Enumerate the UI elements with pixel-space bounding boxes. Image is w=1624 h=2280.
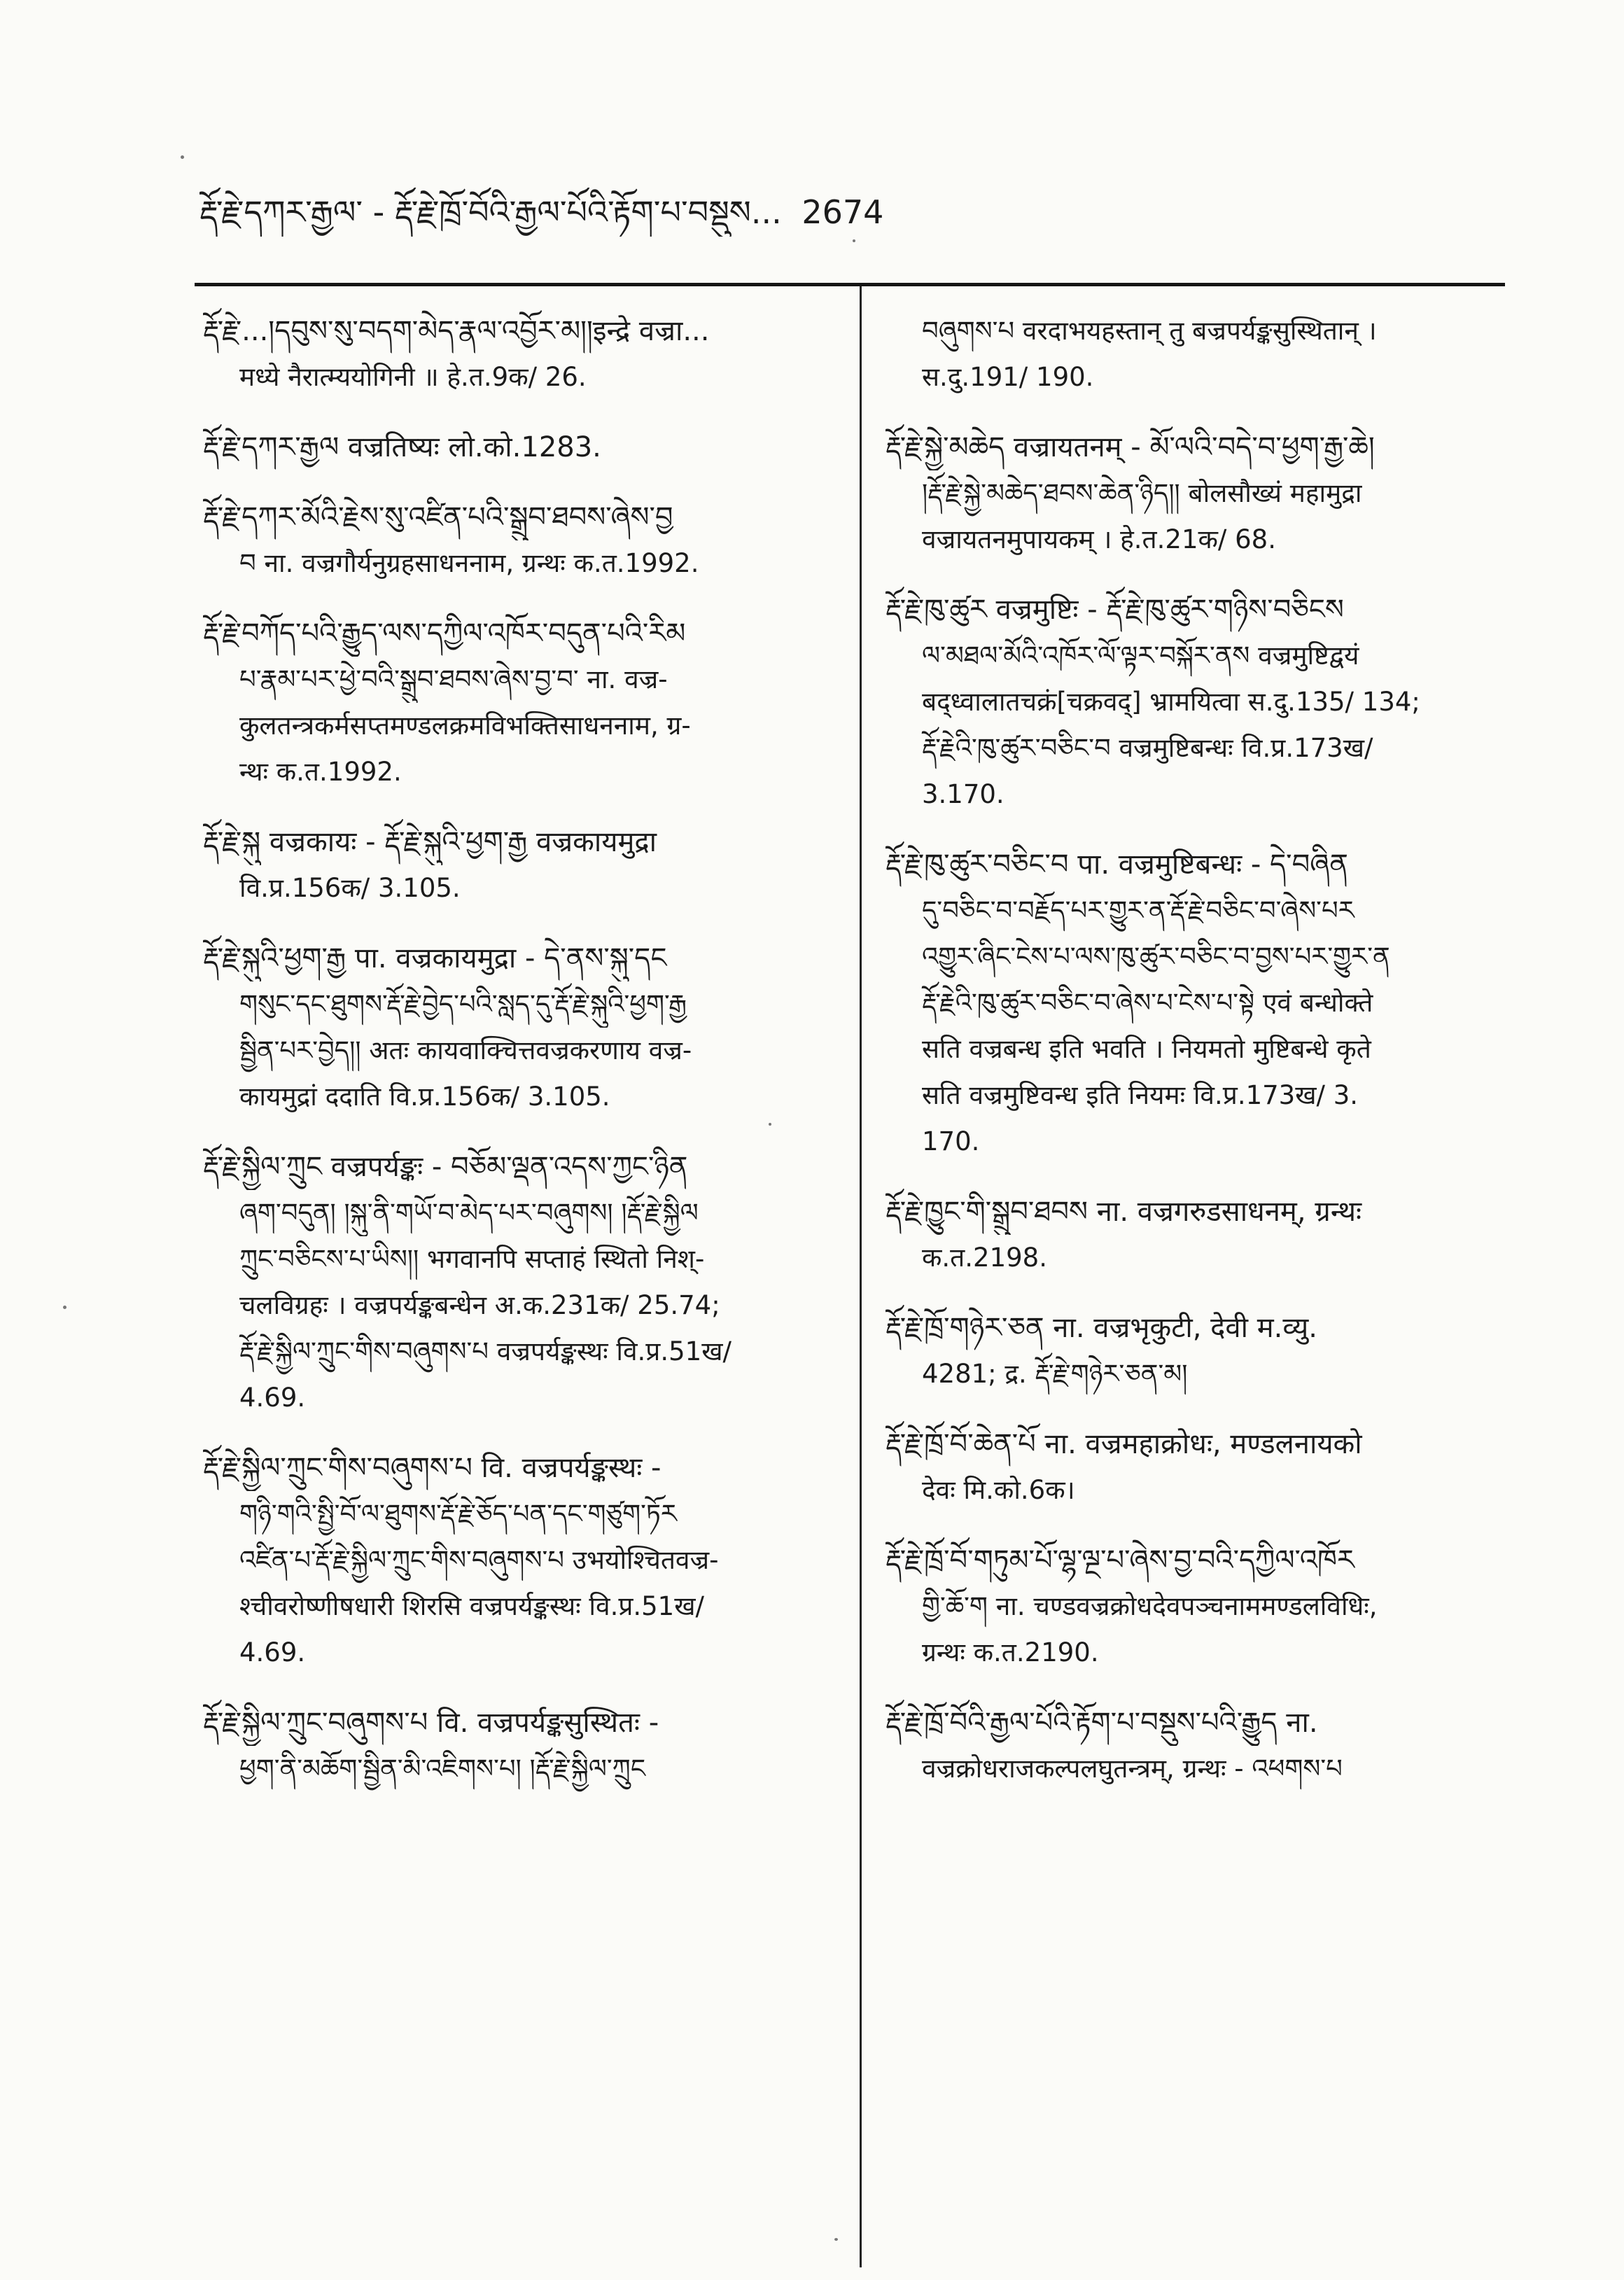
entry-text-line: དུ་བཅིང་བ་བརྗོད་པར་གྱུར་ན་རྡོ་རྗེ་བཅིང་བ་ཞེས་པར xyxy=(922,895,1354,925)
entry-text-line: པ་རྣམ་པར་ཕྱེ་བའི་སྒྲུབ་ཐབས་ཞེས་བྱ་བ་ ना. वज्र- xyxy=(239,664,668,694)
entry-text-line: चलविग्रहः । वज्रपर्यङ्कबन्धेन अ.क.231क/ 25.74; xyxy=(239,1290,720,1320)
running-header-title: རྡོ་རྗེ་དཀར་རྒྱལ་ - རྡོ་རྗེ་ཁྲོ་བོའི་རྒྱལ་པོའི་རྟོག་པ་བསྡུས... xyxy=(200,193,782,231)
scan-speck xyxy=(63,1306,66,1309)
entry-text-line: 3.170. xyxy=(922,779,1004,809)
entry-headword-line: རྡོ་རྗེ་སྐུ वज्रकायः - རྡོ་རྗེ་སྐུའི་ཕྱག་རྒྱ वज्रकायमुद्रा xyxy=(203,826,657,858)
dictionary-entry xyxy=(203,1700,833,1792)
page-number: 2674 xyxy=(802,193,884,231)
dictionary-entry xyxy=(886,1189,1502,1281)
entry-headword-line: རྡོ་རྗེ་སྐྱིལ་ཀྲུང वज्रपर्यङ्कः - བཅོམ་ལྡན་འདས་ཀྱང་ཉིན xyxy=(203,1151,688,1183)
entry-text-line: ཞག་བདུན། །སྐུ་ནི་གཡོ་བ་མེད་པར་བཞུགས། །རྡོ་རྗེ་སྐྱིལ xyxy=(239,1198,699,1228)
entry-text-line: श्चीवरोष्णीषधारी शिरसि वज्रपर्यङ्कस्थः वि.प्र.51ख/ xyxy=(239,1591,704,1621)
entry-text-line: सति वज्रबन्ध इति भवति । नियमतो मुष्टिबन्धे कृते xyxy=(922,1034,1371,1064)
entry-headword-line: རྡོ་རྗེ་ཁྱུང་གི་སྒྲུབ་ཐབས ना. वज्रगरुडसाधनम्, ग्रन्थः xyxy=(886,1196,1362,1228)
entry-headword-line: རྡོ་རྗེ་ཁྲོ་བོ་གཏུམ་པོ་ལྷ་ལྔ་པ་ཞེས་བྱ་བའི་དཀྱིལ་འཁོར xyxy=(886,1544,1354,1576)
running-header xyxy=(200,188,1508,237)
entry-text-line: वज्रायतनमुपायकम् । हे.त.21क/ 68. xyxy=(922,524,1276,554)
entry-text-line: 4281; द्र. རྡོ་རྗེ་གཉེར་ཅན་མ། xyxy=(922,1359,1188,1389)
entry-headword-line: རྡོ་རྗེ་ཁྲོ་བོའི་རྒྱལ་པོའི་རྟོག་པ་བསྡུས་པའི་རྒྱུད ना. xyxy=(886,1707,1318,1739)
entry-text-line: གྱི་ཆོ་ག ना. चण्डवज्रक्रोधदेवपञ्चनाममण्डलविधिः, xyxy=(922,1591,1378,1621)
entry-text-line: बद्ध्वालातचक्रं[चक्रवद्] भ्रामयित्वा स.दु.135/ 134; xyxy=(922,687,1420,717)
entry-headword-line: རྡོ་རྗེ་དཀར་མོའི་རྗེས་སུ་འཛིན་པའི་སྒྲུབ་ཐབས་ཞེས་བྱ xyxy=(203,501,673,533)
scan-speck xyxy=(769,1123,771,1126)
entry-text-line: རྡོ་རྗེ་སྐྱིལ་ཀྲུང་གིས་བཞུགས་པ वज्रपर्यङ्कस्थः वि.प्र.51ख/ xyxy=(239,1336,732,1366)
entry-text-line: 170. xyxy=(922,1126,980,1156)
dictionary-entry xyxy=(886,424,1502,563)
dictionary-entry xyxy=(203,819,833,911)
entry-text-line: འགྱུར་ཞིང་ངེས་པ་ལས་ཁུ་ཚུར་བཅིང་བ་བྱས་པར་གྱུར་ན xyxy=(922,942,1390,972)
entry-text-line: །རྡོ་རྗེ་སྐྱེ་མཆེད་ཐབས་ཆེན་ཉིད།། बोलसौख्यं महामुद्रा xyxy=(922,478,1362,508)
dictionary-entry xyxy=(886,1421,1502,1513)
entry-text-line: རྡོ་རྗེའི་ཁུ་ཚུར་བཅིང་བ वज्रमुष्टिबन्धः वि.प्र.173ख/ xyxy=(922,733,1373,763)
entry-text-line: སྦྱིན་པར་བྱེད།། अतः कायवाक्चित्तवज्रकरणाय वज्र- xyxy=(239,1035,692,1065)
dictionary-entry xyxy=(886,1700,1502,1792)
entry-text-line: ग्रन्थः क.त.2190. xyxy=(922,1637,1099,1667)
entry-text-line: གཉི་གའི་སྤྱི་བོ་ལ་ཐུགས་རྡོ་རྗེ་ཅོད་པན་དང་གཙུག་ཏོར xyxy=(239,1499,677,1529)
dictionary-entry xyxy=(203,935,833,1120)
entry-text-line: वि.प्र.156क/ 3.105. xyxy=(239,873,461,903)
entry-text-line: 4.69. xyxy=(239,1637,306,1667)
scan-speck xyxy=(853,239,855,242)
entry-text-line: स.दु.191/ 190. xyxy=(922,362,1094,392)
dictionary-entry xyxy=(886,841,1502,1165)
dictionary-entry xyxy=(203,610,833,795)
entry-text-line: གསུང་དང་ཐུགས་རྡོ་རྗེ་བྱེད་པའི་སླད་དུ་རྡོ་རྗེ་སྐུའི་ཕྱག་རྒྱ xyxy=(239,989,687,1019)
entry-headword-line: རྡོ་རྗེ་དཀར་རྒྱལ वज्रतिष्यः लो.को.1283. xyxy=(203,431,601,463)
entry-headword-line: རྡོ་རྗེ་བཀོད་པའི་རྒྱུད་ལས་དཀྱིལ་འཁོར་བདུན་པའི་རིམ xyxy=(203,617,686,650)
dictionary-entry xyxy=(886,308,1502,400)
entry-text-line: मध्ये नैरात्म्ययोगिनी ॥ हे.त.9क/ 26. xyxy=(239,362,587,392)
entry-text-line: देवः मि.को.6क। xyxy=(922,1475,1075,1505)
entry-text-line: कुलतन्त्रकर्मसप्तमण्डलक्रमविभक्तिसाधननाम, ग्र- xyxy=(239,711,691,741)
entry-text-line: ཀྲུང་བཅིངས་པ་ཡིས།། भगवानपि सप्ताहं स्थितो निश्- xyxy=(239,1244,705,1274)
entry-text-line: न्थः क.त.1992. xyxy=(239,757,402,787)
entry-continuation-line: བཞུགས་པ वरदाभयहस्तान् तु बज्रपर्यङ्कसुस्थितान् । xyxy=(922,316,1377,346)
header-rule xyxy=(195,283,1505,286)
dictionary-entry xyxy=(203,494,833,587)
entry-text-line: ཕྱག་ནི་མཆོག་སྦྱིན་མི་འཇིགས་པ། །རྡོ་རྗེ་སྐྱིལ་ཀྲུང xyxy=(239,1754,646,1784)
entry-text-line: सति वज्रमुष्टिवन्ध इति नियमः वि.प्र.173ख/ 3. xyxy=(922,1080,1358,1110)
scan-speck xyxy=(181,155,184,159)
dictionary-entry xyxy=(203,1144,833,1421)
dictionary-entry xyxy=(886,587,1502,818)
entry-text-line: क.त.2198. xyxy=(922,1243,1047,1273)
scan-speck xyxy=(834,2238,838,2241)
column-divider xyxy=(860,286,862,2267)
entry-headword-line: རྡོ་རྗེ་སྐུའི་ཕྱག་རྒྱ पा. वज्रकायमुद्रा - དེ་ནས་སྐུ་དང xyxy=(203,942,667,974)
entry-text-line: རྡོ་རྗེའི་ཁུ་ཚུར་བཅིང་བ་ཞེས་པ་ངེས་པ་སྟེ एवं बन्धोक्ते xyxy=(922,988,1373,1018)
entry-text-line: 4.69. xyxy=(239,1383,306,1413)
entry-text-line: वज्रक्रोधराजकल्पलघुतन्त्रम्, ग्रन्थः - འཕགས་པ xyxy=(922,1754,1343,1784)
entry-headword-line: རྡོ་རྗེ་ཁུ་ཚུར་བཅིང་བ पा. वज्रमुष्टिबन्धः - དེ་བཞིན xyxy=(886,848,1348,881)
dictionary-entry xyxy=(886,1305,1502,1397)
dictionary-entry xyxy=(203,1445,833,1676)
dictionary-entry xyxy=(203,308,833,400)
entry-headword-line: རྡོ་རྗེ་ཁུ་ཚུར वज्रमुष्टिः - རྡོ་རྗེ་ཁུ་ཚུར་གཉིས་བཅིངས xyxy=(886,594,1344,626)
entry-headword-line: རྡོ་རྗེ་སྐྱིལ་ཀྲུང་བཞུགས་པ वि. वज्रपर्यङ्कसुस्थितः - xyxy=(203,1707,659,1739)
entry-headword-line: རྡོ་རྗེ་སྐྱིལ་ཀྲུང་གིས་བཞུགས་པ वि. वज्रपर्यङ्कस्थः - xyxy=(203,1452,662,1484)
entry-headword-line: རྡོ་རྗེ་...།དབུས་སུ་བདག་མེད་རྣལ་འབྱོར་མ།།इन्द्रे वज्रा... xyxy=(203,315,710,347)
entry-headword-line: རྡོ་རྗེ་ཁྲོ་བོ་ཆེན་པོ ना. वज्रमहाक्रोधः, मण्डलनायको xyxy=(886,1428,1362,1460)
entry-headword-line: རྡོ་རྗེ་སྐྱེ་མཆེད वज्रायतनम् - མོ་ལའི་བདེ་བ་ཕྱག་རྒྱ་ཆེ། xyxy=(886,431,1375,463)
entry-text-line: བ ना. वज्रगौर्यनुग्रहसाधननाम, ग्रन्थः क.त.1992. xyxy=(239,548,699,578)
dictionary-entry xyxy=(203,424,833,470)
right-column xyxy=(886,308,1502,2268)
entry-text-line: འཛིན་པ་རྡོ་རྗེ་སྐྱིལ་ཀྲུང་གིས་བཞུགས་པ उभयोश्चितवज्र- xyxy=(239,1545,719,1575)
entry-headword-line: རྡོ་རྗེ་ཁྲོ་གཉེར་ཅན ना. वज्रभृकुटी, देवी म.व्यु. xyxy=(886,1312,1317,1344)
dictionary-entry xyxy=(886,1537,1502,1676)
left-column xyxy=(203,308,833,2268)
entry-text-line: ལ་མཐལ་མོའི་འཁོར་ལོ་ལྟར་བསྐོར་ནས वज्रमुष्टिद्वयं xyxy=(922,641,1359,671)
entry-text-line: कायमुद्रां ददाति वि.प्र.156क/ 3.105. xyxy=(239,1082,610,1112)
